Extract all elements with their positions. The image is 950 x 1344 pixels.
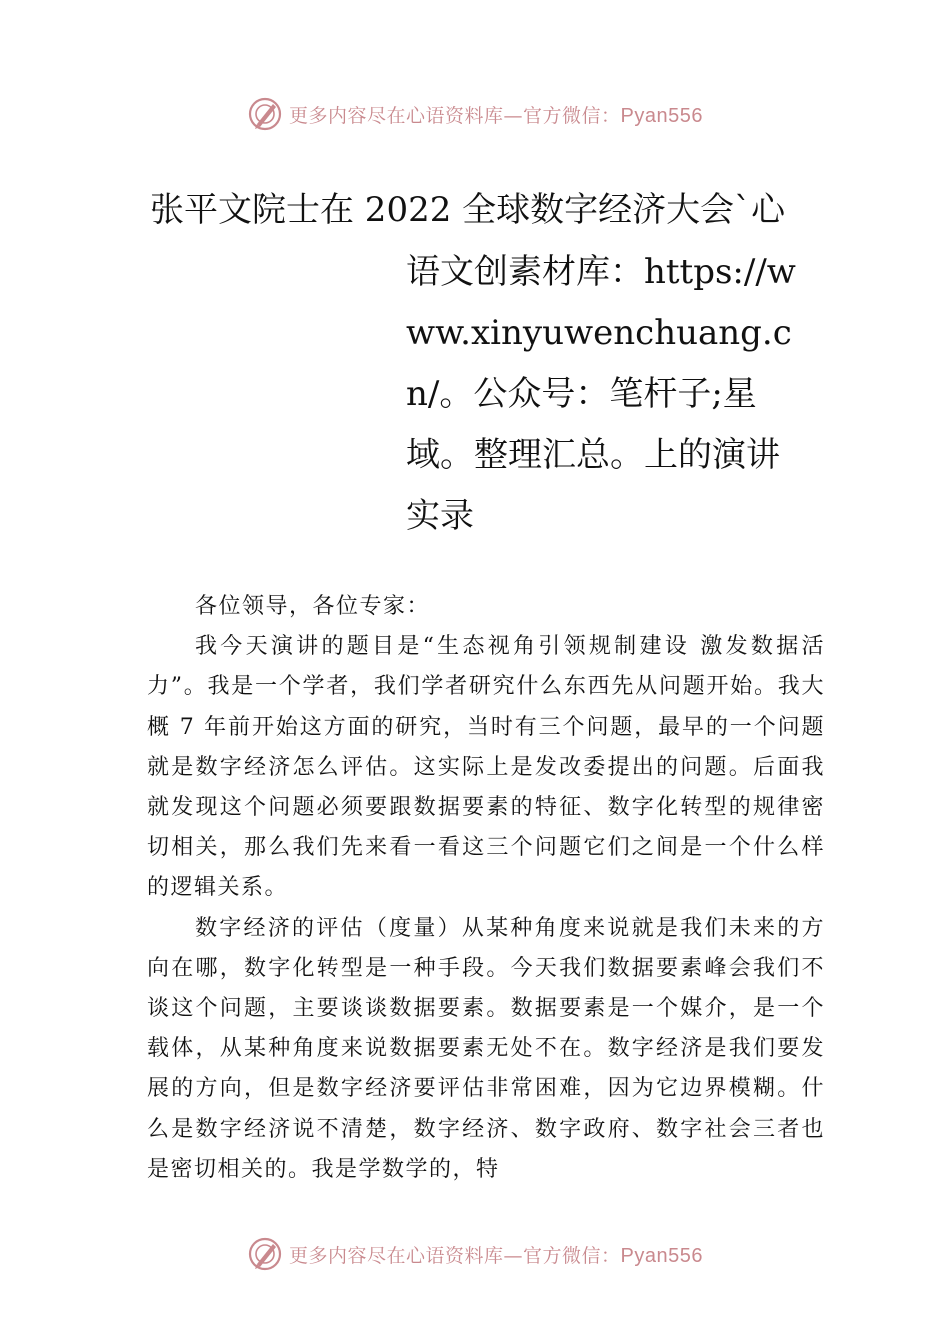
body-paragraph: 数字经济的评估（度量）从某种角度来说就是我们未来的方向在哪，数字化转型是一种手段。今天我们数据要素峰会我们不谈这个问题，主要谈谈数据要素。数据要素是一个媒介，是一个载体，从某种角度来说数据要素无处不在。数字经济是我们要发展的方向，但是数字经济要评估非常困难，因为它边界模糊。什么是数字经济说不清楚，数字经济、数字政府、数字社会三者也是密切相关的。我是学数学的，特: [147, 915, 825, 1182]
pen-logo-icon: [247, 1236, 283, 1272]
salutation-paragraph: 各位领导，各位专家：: [195, 594, 431, 619]
footer-banner: [0, 1232, 950, 1276]
body-paragraph: 我今天演讲的题目是“生态视角引领规制建设 激发数据活力”。我是一个学者，我们学者研究什么东西先从问题开始。我大概 7 年前开始这方面的研究，当时有三个问题，最早的一个问题就是数字经济怎么评估。这实际上是发改委提出的问题。后面我就发现这个问题必须要跟数据要素的特征、数字化转型的规律密切相关，那么我们先来看一看这三个问题它们之间是一个什么样的逻辑关系。: [147, 634, 825, 901]
header-wechat-id: Pyan556: [620, 104, 703, 127]
document-title-line1: 张平文院士在 2022 全球数字经济大会`心: [150, 190, 786, 230]
document-title-continuation: 语文创素材库：https://www.xinyuwenchuang.cn/。公众号：笔杆子;星域。整理汇总。上的演讲实录: [406, 252, 796, 536]
footer-banner-text: 更多内容尽在心语资料库—官方微信：Pyan556: [289, 1244, 703, 1267]
speech-body: [147, 587, 825, 1190]
header-banner: [0, 92, 950, 136]
header-banner-text: 更多内容尽在心语资料库—官方微信：Pyan556: [289, 104, 703, 127]
footer-wechat-id: Pyan556: [620, 1244, 703, 1267]
pen-logo-icon: [247, 96, 283, 132]
